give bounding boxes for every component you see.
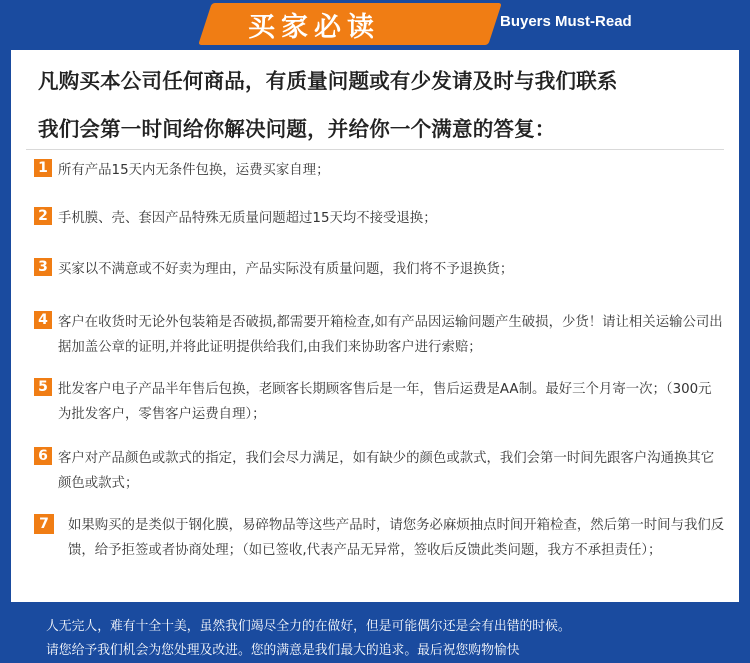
item-text: 所有产品15天内无条件包换，运费买家自理；: [58, 163, 330, 178]
item-text: 如果购买的是类似于钢化膜，易碎物品等这些产品时，请您务必麻烦抽点时间开箱检查，然后第一时间与我们反馈，给予拒签或者协商处理；（如已签收,代表产品无异常，签收后反馈此类问题，我方不承担责任）；: [68, 518, 725, 558]
footer-line-1: 人无完人，难有十全十美，虽然我们竭尽全力的在做好，但是可能偶尔还是会有出错的时候。: [46, 619, 571, 634]
item-number-badge: 5: [34, 378, 52, 396]
page-subtitle: Buyers Must-Read: [500, 13, 632, 30]
item-number-badge: 3: [34, 258, 52, 276]
item-text: 买家以不满意或不好卖为理由，产品实际没有质量问题，我们将不予退换货；: [58, 262, 514, 277]
headline-line-1: 凡购买本公司任何商品，有质量问题或有少发请及时与我们联系: [38, 69, 618, 93]
item-text: 手机膜、壳、套因产品特殊无质量问题超过15天均不接受退换；: [58, 211, 437, 226]
item-text: 客户在收货时无论外包装箱是否破损,都需要开箱检查,如有产品因运输问题产生破损，少货！请让相关运输公司出据加盖公章的证明,并将此证明提供给我们,由我们来协助客户进行索赔；: [58, 315, 723, 355]
item-number-badge: 1: [34, 159, 52, 177]
item-number-badge: 7: [34, 514, 54, 534]
divider: [26, 149, 724, 150]
item-number-badge: 6: [34, 447, 52, 465]
page-title: 买家必读: [248, 11, 380, 43]
footer: [0, 606, 750, 663]
notice-panel: [11, 50, 739, 602]
item-text: 客户对产品颜色或款式的指定，我们会尽力满足，如有缺少的颜色或款式，我们会第一时间先跟客户沟通换其它颜色或款式；: [58, 451, 715, 491]
item-number-badge: 2: [34, 207, 52, 225]
headline-line-2: 我们会第一时间给你解决问题，并给你一个满意的答复：: [38, 117, 556, 141]
header-banner: [0, 0, 750, 48]
item-number-badge: 4: [34, 311, 52, 329]
footer-line-2: 请您给予我们机会为您处理及改进。您的满意是我们最大的追求。最后祝您购物愉快: [46, 643, 520, 658]
item-text: 批发客户电子产品半年售后包换，老顾客长期顾客售后是一年，售后运费是AA制。最好三个月寄一次；（300元为批发客户，零售客户运费自理）；: [58, 382, 712, 422]
